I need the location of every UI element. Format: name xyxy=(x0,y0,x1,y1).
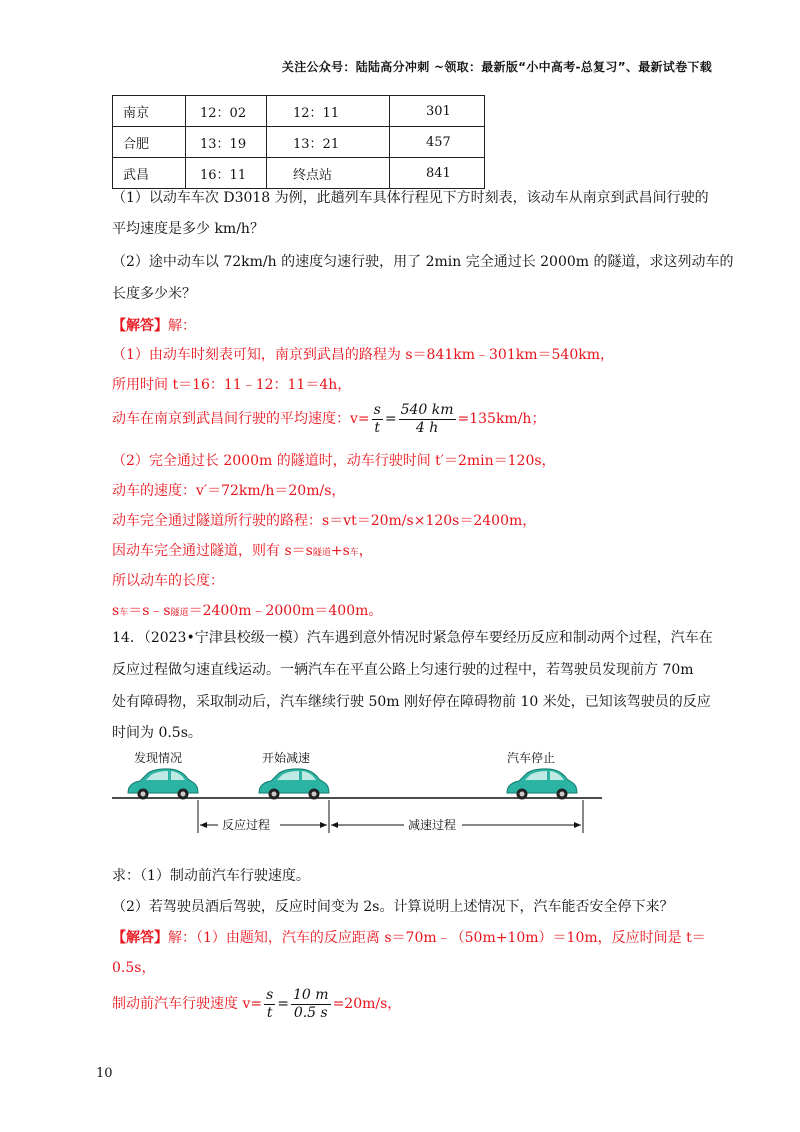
equals-sign: = xyxy=(384,411,397,427)
answer-text: 解：（1）由题知，汽车的反应距离 s＝70m﹣（50m+10m）＝10m，反应时间是 t＝ xyxy=(168,930,706,946)
fraction-numerator: s xyxy=(373,401,381,418)
timetable xyxy=(112,95,485,189)
q14-answer-line1 xyxy=(112,928,706,948)
q14-line3: 处有障碍物，采取制动后，汽车继续行驶 50m 刚好停在障碍物前 10 米处，已知该驾驶员的反应 xyxy=(112,694,711,710)
fraction-values xyxy=(291,987,331,1022)
table-cell: 841 xyxy=(390,158,485,189)
table-cell: 合肥 xyxy=(113,127,186,158)
braking-label: 减速过程 xyxy=(408,818,457,832)
label-start-braking: 开始减速 xyxy=(262,751,311,765)
car-braking-diagram xyxy=(112,745,608,845)
q14-ask1: 求：（1）制动前汽车行驶速度。 xyxy=(112,868,310,884)
q13-step2: 所用时间 t＝16：11﹣12：11＝4h， xyxy=(112,377,352,393)
subscript: 车 xyxy=(119,608,129,618)
answer-tag: 【解答】 xyxy=(112,318,168,334)
q13-step1: （1）由动车时刻表可知，南京到武昌的路程为 s＝841km﹣301km＝540km， xyxy=(112,347,614,363)
q13-step6: 动车完全通过隧道所行驶的路程：s＝vt＝20m/s×120s＝2400m， xyxy=(112,513,537,529)
subscript: 隧道 xyxy=(312,548,331,558)
table-cell: 12：02 xyxy=(186,96,267,127)
label-discover: 发现情况 xyxy=(134,751,183,765)
q14-ask2: （2）若驾驶员酒后驾驶，反应时间变为 2s。计算说明上述情况下，汽车能否安全停下来？ xyxy=(112,899,674,915)
formula-prefix: 制动前汽车行驶速度 v= xyxy=(112,996,263,1012)
formula-result: =20m/s， xyxy=(332,996,402,1012)
subscript: 隧道 xyxy=(170,608,189,618)
q13-step9 xyxy=(112,601,382,623)
fraction-denominator: t xyxy=(266,1004,273,1021)
q14-line1: 14．（2023•宁津县校级一模）汽车遇到意外情况时紧急停车要经历反应和制动两个过程，汽车在 xyxy=(112,630,713,646)
table-cell: 终点站 xyxy=(267,158,390,189)
table-row xyxy=(113,96,485,127)
text-span: +s xyxy=(330,543,350,559)
q13-part1-line1: （1）以动车车次 D3018 为例，此趟列车具体行程见下方时刻表，该动车从南京到武昌间行驶的 xyxy=(112,190,709,206)
car-icon xyxy=(259,769,329,800)
answer-tag: 【解答】 xyxy=(112,930,168,946)
table-row xyxy=(113,127,485,158)
equals-sign: = xyxy=(277,996,290,1012)
table-row xyxy=(113,158,485,189)
text-span: ， xyxy=(358,543,373,559)
q13-part2-line1: （2）途中动车以 72km/h 的速度匀速行驶，用了 2min 完全通过长 2000m 的隧道，求这列动车的 xyxy=(112,254,734,270)
fraction-s-over-t xyxy=(264,987,275,1022)
q13-step4: （2）完全通过长 2000m 的隧道时，动车行驶时间 t′＝2min＝120s， xyxy=(112,453,556,469)
q13-step5: 动车的速度：v′＝72km/h＝20m/s， xyxy=(112,483,346,499)
fraction-numerator: 10 m xyxy=(293,986,329,1003)
q13-part2-line2: 长度多少米？ xyxy=(112,286,196,302)
q14-answer-line2: 0.5s， xyxy=(112,960,156,976)
car-icon xyxy=(128,769,198,800)
page-number: 10 xyxy=(96,1066,113,1081)
reaction-label: 反应过程 xyxy=(222,818,271,832)
text-span: ＝2400m﹣2000m＝400m。 xyxy=(188,603,383,619)
table-cell: 13：19 xyxy=(186,127,267,158)
q13-part1-line2: 平均速度是多少 km/h？ xyxy=(112,221,264,237)
fraction-denominator: 4 h xyxy=(415,419,439,436)
table-cell: 301 xyxy=(390,96,485,127)
formula-result: =135km/h； xyxy=(457,411,546,427)
q13-step8: 所以动车的长度： xyxy=(112,573,224,589)
fraction-denominator: t xyxy=(374,419,381,436)
q13-step3-formula xyxy=(112,400,545,438)
q14-line4: 时间为 0.5s。 xyxy=(112,725,202,741)
text-span: 因动车完全通过隧道，则有 s＝s xyxy=(112,543,313,559)
label-car-stopped: 汽车停止 xyxy=(507,751,556,765)
table-cell: 13：21 xyxy=(267,127,390,158)
table-cell: 457 xyxy=(390,127,485,158)
page-header: 关注公众号：陆陆高分冲刺 ~领取：最新版“小中高考-总复习”、最新试卷下载 xyxy=(281,60,712,74)
q13-step7 xyxy=(112,541,373,563)
q14-line2: 反应过程做匀速直线运动。一辆汽车在平直公路上匀速行驶的过程中，若驾驶员发现前方 70m xyxy=(112,662,694,678)
table-cell: 12：11 xyxy=(267,96,390,127)
car-icon xyxy=(507,769,577,800)
fraction-numerator: s xyxy=(266,986,274,1003)
fraction-s-over-t xyxy=(372,402,383,437)
text-span: ＝s﹣s xyxy=(128,603,171,619)
table-cell: 武昌 xyxy=(113,158,186,189)
fraction-denominator: 0.5 s xyxy=(293,1004,328,1021)
table-cell: 南京 xyxy=(113,96,186,127)
q13-answer-heading xyxy=(112,316,196,336)
subscript: 车 xyxy=(349,548,359,558)
fraction-values xyxy=(399,402,456,437)
fraction-numerator: 540 km xyxy=(400,401,454,418)
answer-intro: 解： xyxy=(168,318,196,334)
q14-answer-formula xyxy=(112,984,401,1024)
formula-prefix: 动车在南京到武昌间行驶的平均速度：v= xyxy=(112,411,370,427)
text-span: s xyxy=(112,603,120,619)
table-cell: 16：11 xyxy=(186,158,267,189)
